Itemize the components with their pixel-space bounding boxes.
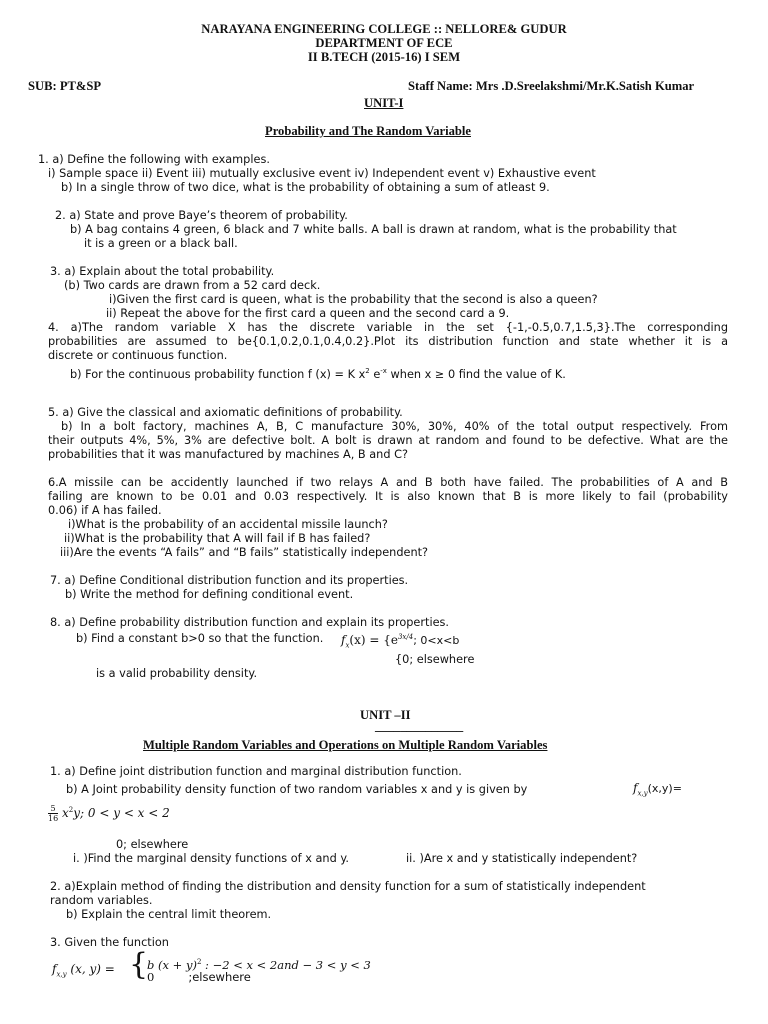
u1-q4a-line1: 4. a)The random variable X has the discrete variable in the set {-1,-0.5,0.7,1.5,3}.The corresponding <box>48 321 728 334</box>
u2-q1b-arg: (x,y)= <box>647 782 682 795</box>
u2-q3-lhs <box>52 962 115 981</box>
unit1-title: UNIT-I <box>364 96 404 110</box>
u2-q3-f: f <box>52 962 57 976</box>
staff-name: Staff Name: Mrs .D.Sreelakshmi/Mr.K.Satish Kumar <box>408 79 695 93</box>
u1-q8b-cond: ; 0<x<b <box>413 634 460 647</box>
u2-q1b-else: 0; elsewhere <box>116 838 189 851</box>
u2-q3-case1-b: b <box>147 957 155 972</box>
unit2-title-text: UNIT –II <box>360 708 411 722</box>
u1-q8b-prefix: b) Find a constant b>0 so that the function. <box>76 632 324 645</box>
u2-q2b: b) Explain the central limit theorem. <box>66 908 272 921</box>
u2-q3-case1-expr: (x + y) <box>154 957 197 972</box>
u1-q2a: 2. a) State and prove Baye’s theorem of probability. <box>55 209 348 222</box>
u1-q8b-end: is a valid probability density. <box>96 667 258 680</box>
u2-q1b-sup: 2 <box>68 806 74 814</box>
u1-q1a: 1. a) Define the following with examples. <box>38 153 270 166</box>
department-name: DEPARTMENT OF ECE <box>315 36 453 50</box>
course-title: II B.TECH (2015-16) I SEM <box>307 50 461 64</box>
u1-q4b-pre: b) For the continuous probability function f (x) = K x <box>70 367 366 381</box>
u2-q1b-i: i. )Find the marginal density functions of x and y. <box>73 852 349 865</box>
u1-q4a-line2: probabilities are assumed to be{0.1,0.2,0.1,0.4,0.2}.Plot its distribution function and state whether it is a <box>48 335 728 348</box>
u2-q1b-fxy <box>633 781 682 800</box>
u2-q1b: b) A Joint probability density function of two random variables x and y is given by <box>66 783 528 796</box>
u1-q5b-line2: their outputs 4%, 5%, 3% are defective bolt. A bolt is drawn at random and found to be defective. What are the <box>48 434 728 447</box>
u2-q2a-line1: 2. a)Explain method of finding the distribution and density function for a sum of statistically independent <box>50 880 646 893</box>
u1-q8b-sub: x <box>345 641 350 650</box>
u2-q1b-f: f <box>633 781 638 795</box>
u1-q6-line2: failing are known to be 0.01 and 0.03 respectively. It is also known that B is more likely to fail (probability <box>48 490 728 503</box>
u1-q4b-post: when x ≥ 0 find the value of K. <box>386 367 566 381</box>
u2-q1b-fraction <box>48 804 58 823</box>
u1-q8b-eq: (x) = {e <box>349 633 398 647</box>
u2-q3-case1-sup: 2 <box>196 958 202 966</box>
u1-q4b-sup1: 2 <box>365 367 370 375</box>
u2-q3-sub: x,y <box>56 970 67 979</box>
u1-q8a: 8. a) Define probability distribution function and explain its properties. <box>50 616 450 629</box>
u1-q6-ii: ii)What is the probability that A will fail if B has failed? <box>64 532 371 545</box>
u1-q3b-i: i)Given the first card is queen, what is the probability that the second is also a queen? <box>109 293 598 306</box>
u1-q4b-sup2: -x <box>380 367 387 375</box>
u1-q4b <box>70 364 566 382</box>
subject-label: SUB: PT&SP <box>28 79 102 93</box>
u2-q2a-line2: random variables. <box>50 894 153 907</box>
u2-q1b-ii: ii. )Are x and y statistically independent? <box>406 852 638 865</box>
u2-q3-case2-val: 0 <box>147 970 155 984</box>
u1-q1b: b) In a single throw of two dice, what is the probability of obtaining a sum of atleast 9. <box>61 181 550 194</box>
u2-q1b-num: 5 <box>48 804 58 814</box>
u1-q7a: 7. a) Define Conditional distribution function and its properties. <box>50 574 409 587</box>
u1-q8b-else: {0; elsewhere <box>395 653 475 666</box>
u1-q3b-ii: ii) Repeat the above for the first card a queen and the second card a 9. <box>106 307 510 320</box>
college-name: NARAYANA ENGINEERING COLLEGE :: NELLORE& GUDUR <box>201 22 567 36</box>
u2-q1b-x: x <box>62 806 69 820</box>
u1-q6-line1: 6.A missile can be accidently launched if two relays A and B both have failed. The probabilities of A and B <box>48 476 728 489</box>
u2-q1a: 1. a) Define joint distribution function and marginal distribution function. <box>50 765 462 778</box>
u1-q6-iii: iii)Are the events “A fails” and “B fails” statistically independent? <box>60 546 429 559</box>
u2-q3: 3. Given the function <box>50 936 169 949</box>
unit2-underline: ______________ <box>375 719 464 733</box>
u2-q1b-rest: y; 0 < y < x < 2 <box>73 806 170 820</box>
unit1-subtitle: Probability and The Random Variable <box>265 124 471 138</box>
u1-q2b-line2: it is a green or a black ball. <box>84 237 238 250</box>
u1-q3b: (b) Two cards are drawn from a 52 card deck. <box>64 279 321 292</box>
u1-q8b-exp: 3x/4 <box>397 633 414 641</box>
u2-q3-case2 <box>147 970 251 984</box>
u1-q3a: 3. a) Explain about the total probability. <box>50 265 275 278</box>
u1-q4a-line3: discrete or continuous function. <box>48 349 228 362</box>
u2-q3-case1-cond: : −2 < x < 2and − 3 < y < 3 <box>201 957 371 972</box>
u1-q8b-f: f <box>341 633 346 647</box>
u2-q1b-density <box>48 803 170 823</box>
u1-q8b-function <box>341 630 459 652</box>
u2-q3-case2-cond: ;elsewhere <box>188 970 251 984</box>
u2-q1b-sub: x,y <box>637 789 648 798</box>
u1-q5a: 5. a) Give the classical and axiomatic definitions of probability. <box>48 406 403 419</box>
u1-q7b: b) Write the method for defining conditional event. <box>65 588 354 601</box>
u1-q6-line3: 0.06) if A has failed. <box>48 504 162 517</box>
u1-q5b-line1: b) In a bolt factory, machines A, B, C manufacture 30%, 30%, 40% of the total output respectively. From <box>61 420 728 433</box>
u1-q6-i: i)What is the probability of an accidental missile launch? <box>68 518 388 531</box>
u1-q1a-items: i) Sample space ii) Event iii) mutually exclusive event iv) Independent event v) Exhaustive event <box>48 167 596 180</box>
u1-q2b-line1: b) A bag contains 4 green, 6 black and 7 white balls. A ball is drawn at random, what is the probability that <box>70 223 677 236</box>
u2-q3-arg: (x, y) = <box>66 962 115 976</box>
u2-q1b-den: 16 <box>48 814 59 823</box>
u1-q5b-line3: probabilities that it was manufactured by machines A, B and C? <box>48 448 408 461</box>
u2-q3-brace: { <box>129 947 149 982</box>
u1-q4b-mid: e <box>369 367 381 381</box>
unit2-subtitle: Multiple Random Variables and Operations on Multiple Random Variables <box>143 738 548 752</box>
